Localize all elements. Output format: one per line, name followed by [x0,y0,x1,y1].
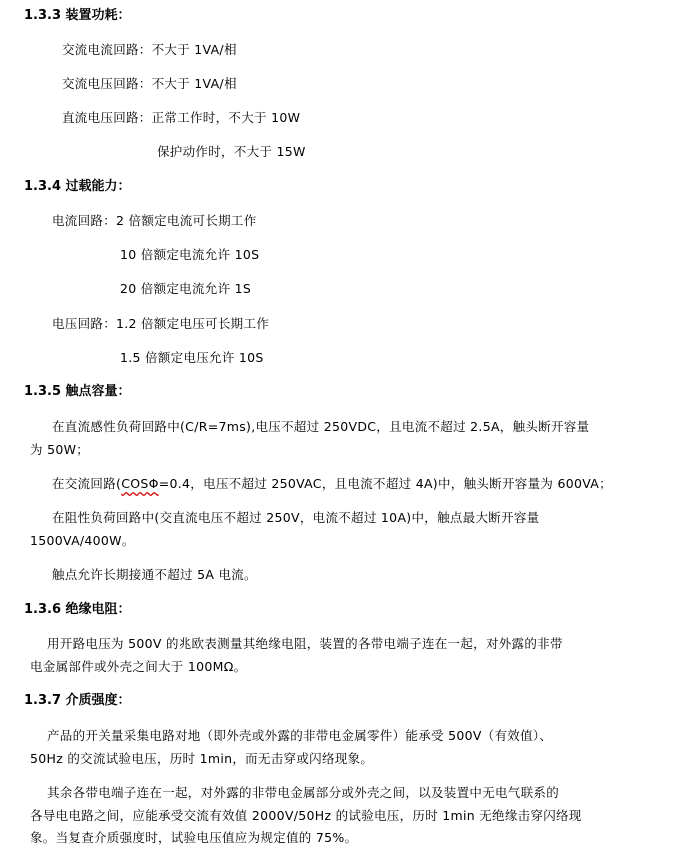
current-overload-2x: 电流回路：2 倍额定电流可长期工作 [52,213,257,228]
current-overload-20x: 20 倍额定电流允许 1S [120,281,252,296]
ac-current-consumption: 交流电流回路：不大于 1VA/相 [62,42,237,57]
dielectric-para2-line2: 各导电电路之间，应能承受交流有效值 2000V/50Hz 的试验电压，历时 1min 无绝缘击穿闪络现 [30,808,582,823]
heading-1-3-4: 1.3.4 过载能力： [24,179,131,194]
contact-dc-para-line1: 在直流感性负荷回路中(C/R=7ms),电压不超过 250VDC，且电流不超过 2.5A，触头断开容量 [52,419,590,434]
contact-ac-para: 在交流回路(COSΦ=0.4，电压不超过 250VAC，且电流不超过 4A)中，触头断开容量为 600VA； [52,476,612,491]
insulation-para-line1: 用开路电压为 500V 的兆欧表测量其绝缘电阻，装置的各带电端子连在一起，对外露的非带 [47,636,563,651]
voltage-overload-1-5x: 1.5 倍额定电压允许 10S [120,350,264,365]
dc-voltage-consumption: 直流电压回路：正常工作时，不大于 10W [62,110,301,125]
contact-resistive-para-line2: 1500VA/400W。 [30,533,135,548]
dielectric-para2-line3: 象。当复查介质强度时，试验电压值应为规定值的 75%。 [30,830,358,845]
cos-phi-term: COSΦ [121,476,159,491]
contact-long-term-para: 触点允许长期接通不超过 5A 电流。 [52,567,257,582]
current-overload-10x: 10 倍额定电流允许 10S [120,247,260,262]
dc-voltage-protection: 保护动作时，不大于 15W [157,144,306,159]
ac-voltage-consumption: 交流电压回路：不大于 1VA/相 [62,76,237,91]
voltage-overload-1-2x: 电压回路：1.2 倍额定电压可长期工作 [52,316,270,331]
heading-1-3-3: 1.3.3 装置功耗： [24,8,131,23]
heading-1-3-7: 1.3.7 介质强度： [24,693,131,708]
heading-1-3-6: 1.3.6 绝缘电阻： [24,602,131,617]
insulation-para-line2: 电金属部件或外壳之间大于 100MΩ。 [30,659,247,674]
dielectric-para2-line1: 其余各带电端子连在一起，对外露的非带电金属部分或外壳之间，以及装置中无电气联系的 [47,785,560,800]
contact-dc-para-line2: 为 50W； [30,442,90,457]
contact-resistive-para-line1: 在阻性负荷回路中(交直流电压不超过 250V，电流不超过 10A)中，触点最大断开容量 [52,510,540,525]
dielectric-para1-line2: 50Hz 的交流试验电压，历时 1min，而无击穿或闪络现象。 [30,751,374,766]
heading-1-3-5: 1.3.5 触点容量： [24,384,131,399]
dielectric-para1-line1: 产品的开关量采集电路对地（即外壳或外露的非带电金属零件）能承受 500V（有效值）、 [47,728,553,743]
